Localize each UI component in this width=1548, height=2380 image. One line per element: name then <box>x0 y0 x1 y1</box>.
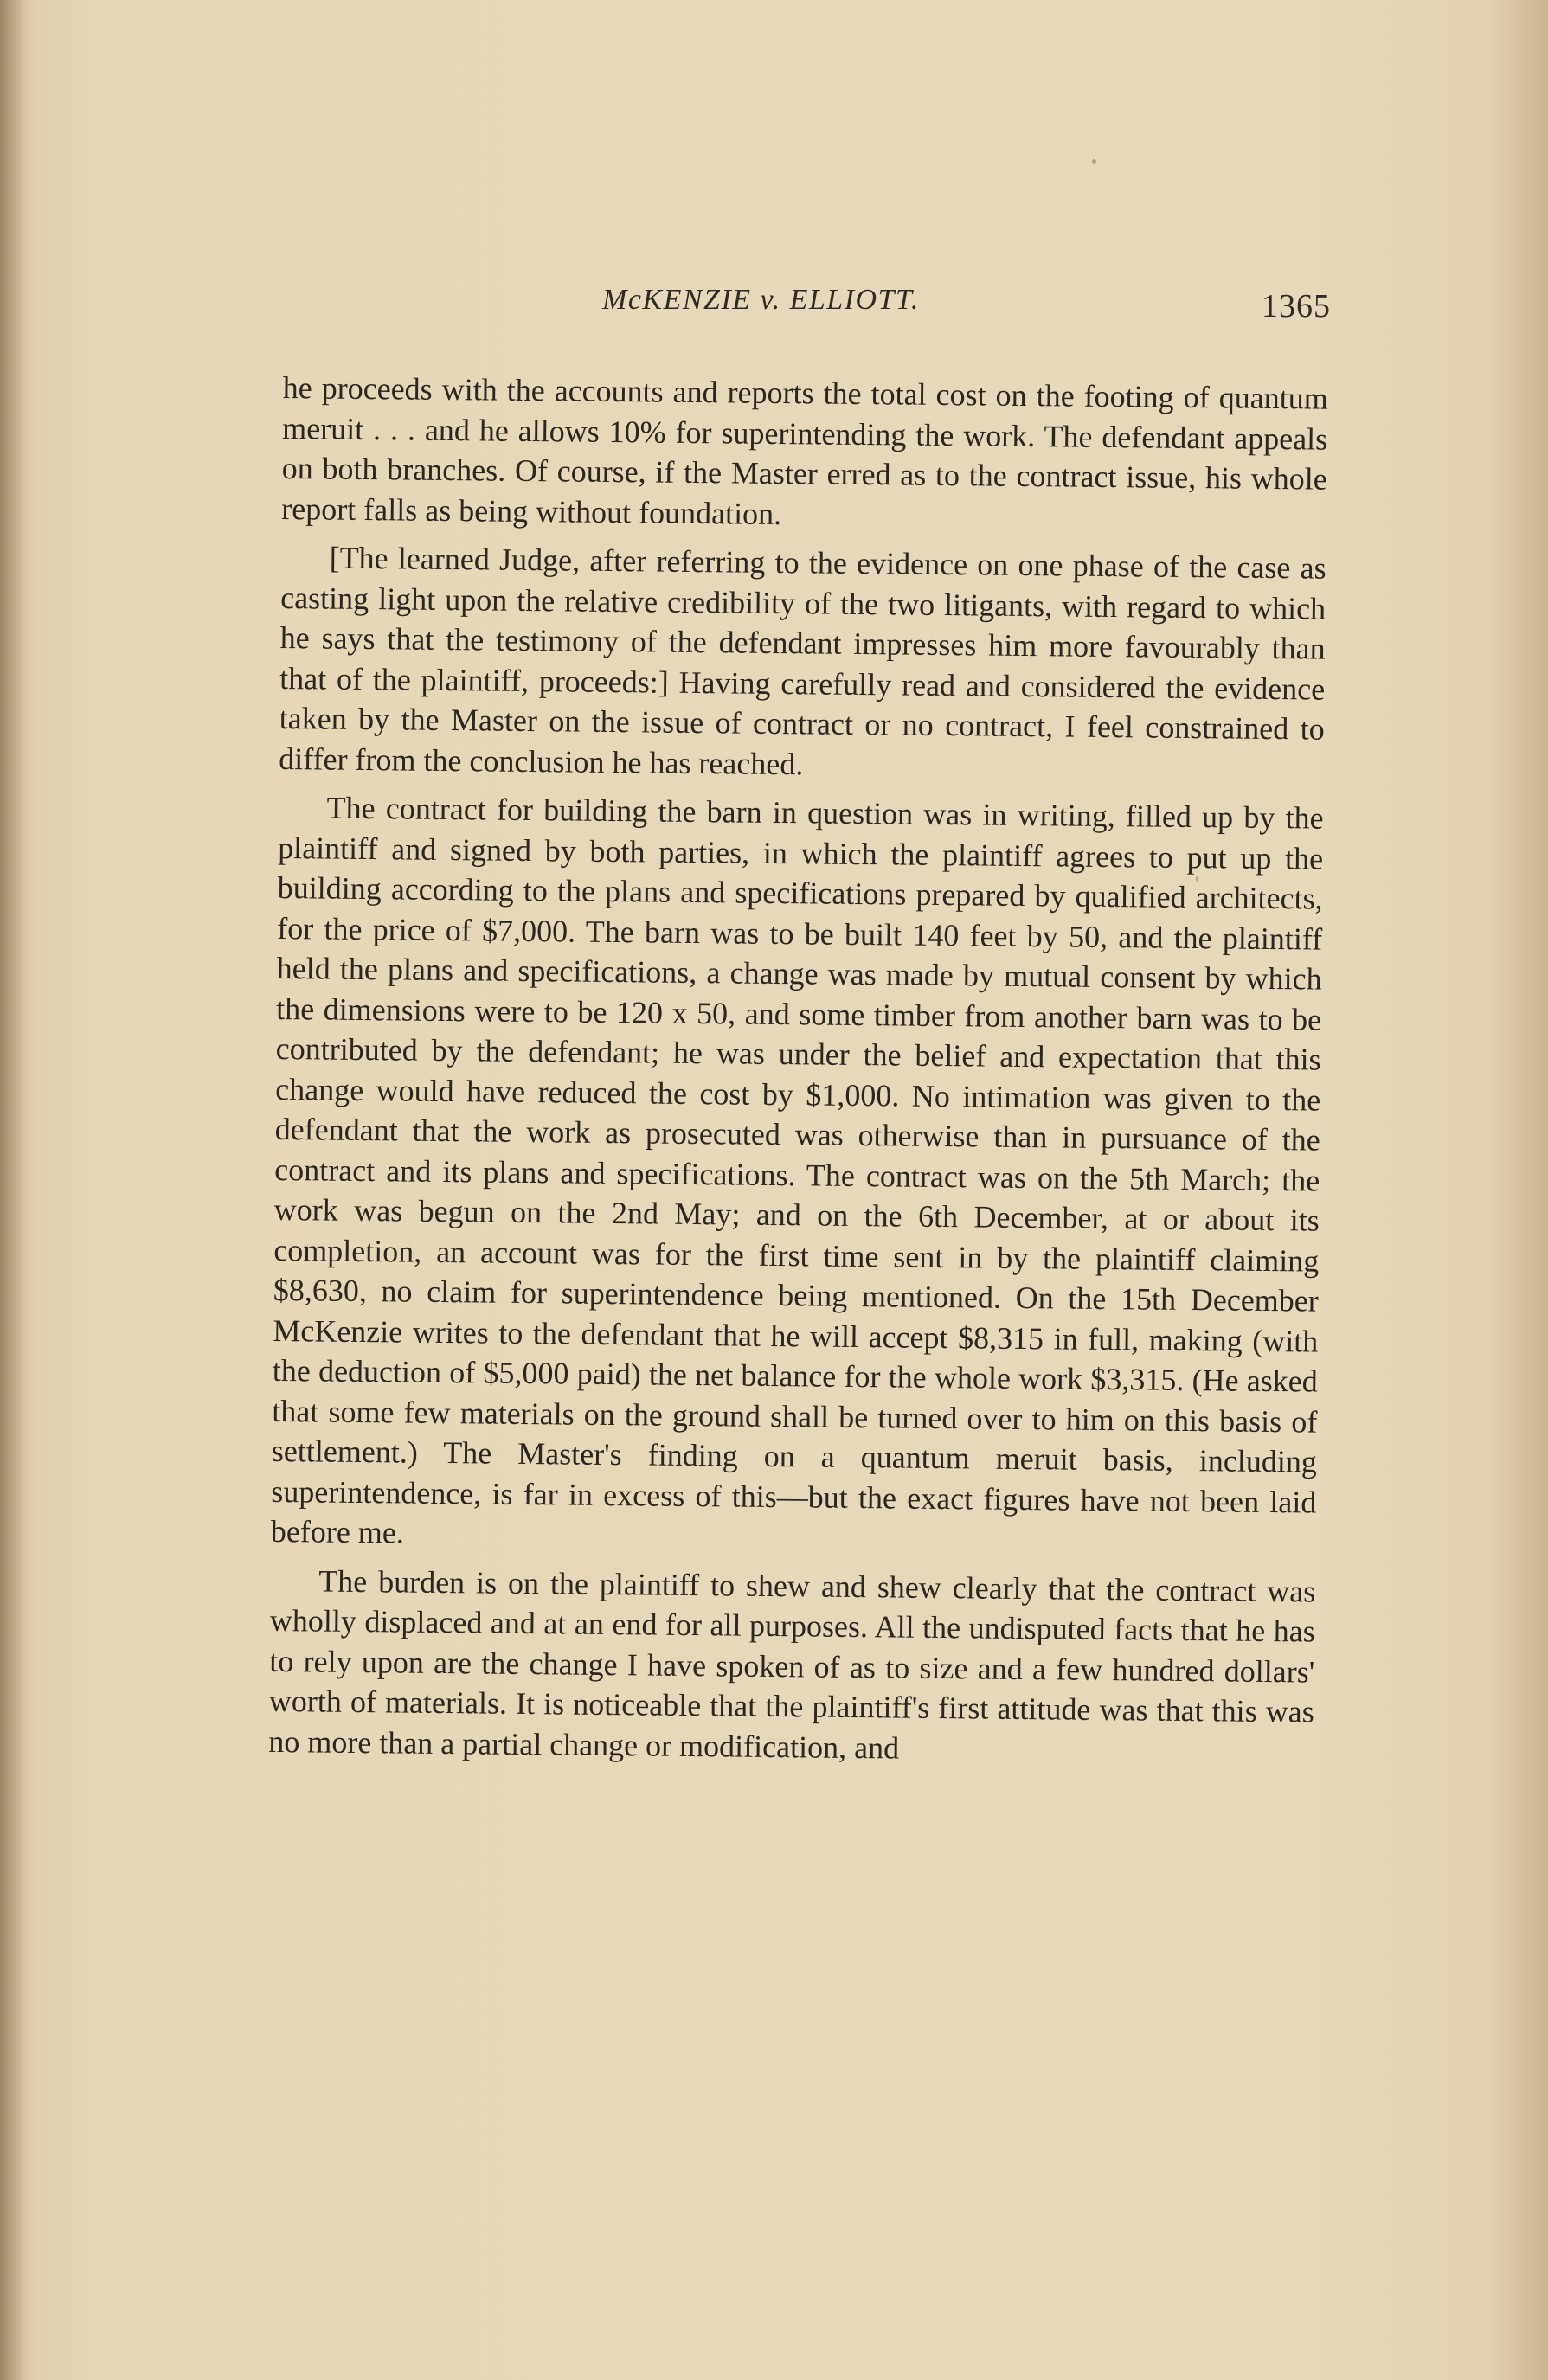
page-number: 1365 <box>1262 288 1331 324</box>
paper-spot <box>1092 159 1096 164</box>
paragraph: [The learned Judge, after referring to the evidence on one phase of the case as casting light upon the relative credibility of the two litigants, with regard to which he says that the testimony of the defendant impresses him more favourably than that of the plaintiff, proceeds:] Having carefully read and considered the evidence taken by the Master on the issue of contract or no contract, I feel constrained to differ from the conclusion he has reached. <box>279 540 1326 781</box>
paragraph: The burden is on the plaintiff to shew and shew clearly that the contract was wholly displaced and at an end for all purposes. All the undisputed facts that he has to rely upon are the change I have spoken of as to size and a few hundred dollars' worth of materials. It is noticeable that the plaintiff's first attitude was that this was no more than a partial change or modification, and <box>268 1563 1316 1766</box>
paragraph: The contract for building the barn in question was in writing, filled up by the plaintiff and signed by both parties, in which the plaintiff agrees to put up the building according to the plans and specifications prepared by qualified architects, for the price of $7,000. The barn was to be built 140 feet by 50, and the plaintiff held the plans and specifications, a change was made by mutual consent by which the dimensions were to be 120 x 50, and some timber from another barn was to be contributed by the defendant; he was under the belief and expectation that this change would have reduced the cost by $1,000. No intimation was given to the defendant that the work as prosecuted was otherwise than in pursuance of the contract and its plans and specifications. The contract was on the 5th March; the work was begun on the 2nd May; and on the 6th December, at or about its completion, an account was for the first time sent in by the plaintiff claiming $8,630, no claim for superintendence being mentioned. On the 15th December McKenzie writes to the defendant that he will accept $8,315 in full, making (with the deduction of $5,000 paid) the net balance for the whole work $3,315. (He asked that some few materials on the ground shall be turned over to him on this basis of settlement.) The Master's finding on a quantum meruit basis, including superintendence, is far in excess of this—but the exact figures have not been laid before me. <box>270 790 1324 1550</box>
running-title: McKENZIE v. ELLIOTT. <box>602 284 920 316</box>
body-text <box>268 368 1328 1781</box>
binding-gutter <box>0 0 26 2380</box>
paragraph-continuation: he proceeds with the accounts and reports the total cost on the footing of quantum meruit . . . and he allows 10% for superintending the work. The defendant appeals on both branches. Of course, if the Master erred as to the contract issue, his whole report falls as being without foundation. <box>281 369 1328 531</box>
running-head <box>286 279 1331 330</box>
